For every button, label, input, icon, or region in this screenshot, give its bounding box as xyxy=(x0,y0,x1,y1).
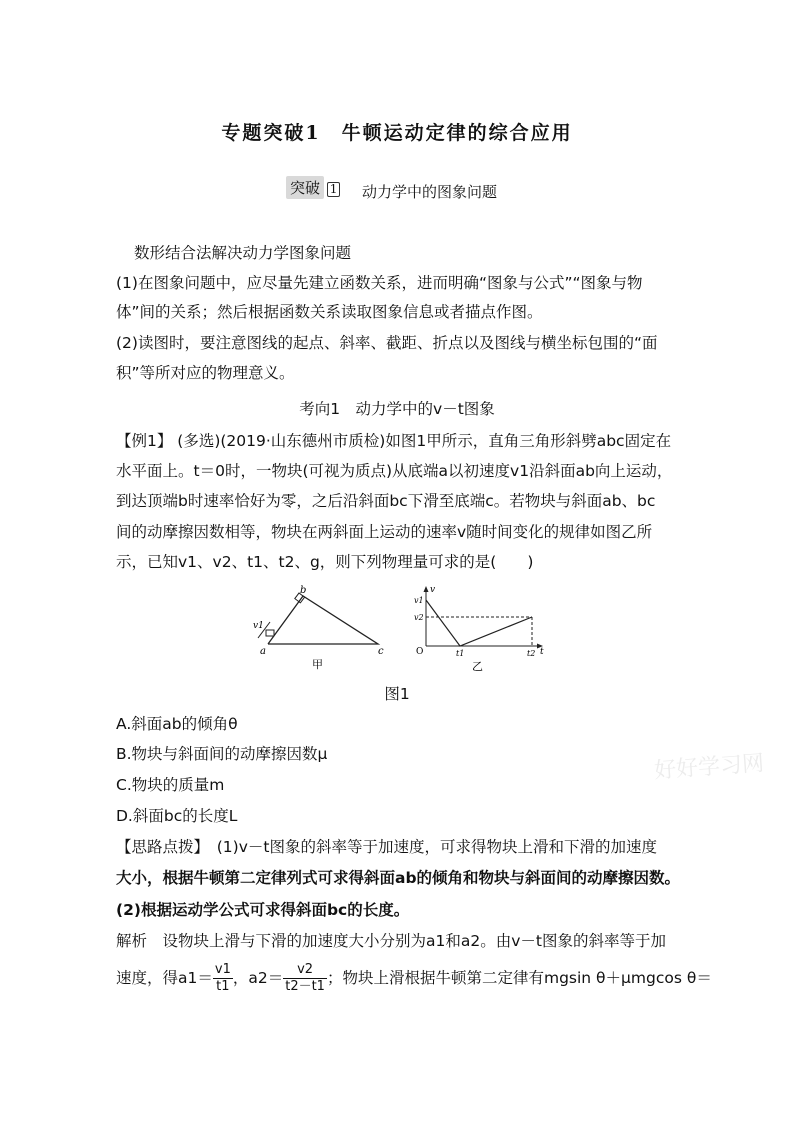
graph-label-t1: t1 xyxy=(456,649,465,658)
example-line1: 【例1】 (多选)(2019·山东德州市质检)如图1甲所示，直角三角形斜劈abc固定在 xyxy=(116,432,672,450)
tri-label-c: c xyxy=(378,646,384,657)
fraction-a2 xyxy=(283,962,327,995)
figure-triangle xyxy=(248,582,388,672)
fraction-a2-den: t2－t1 xyxy=(285,979,325,994)
graph-label-v: v xyxy=(430,585,436,595)
topic-heading: 考向1 动力学中的v－t图象 xyxy=(299,400,495,418)
section-badge xyxy=(286,176,340,199)
fraction-a1-num: v1 xyxy=(214,962,231,977)
example-line4: 间的动摩擦因数相等，物块在两斜面上运动的速率v随时间变化的规律如图乙所 xyxy=(116,523,653,541)
fraction-a1-den: t1 xyxy=(216,979,230,994)
hint-line2: 大小，根据牛顿第二定律列式可求得斜面ab的倾角和物块与斜面间的动摩擦因数。 xyxy=(116,869,681,887)
watermark: 好好学习网 xyxy=(653,751,765,784)
option-c: C.物块的质量m xyxy=(116,776,225,794)
graph-label-v1: v1 xyxy=(414,596,424,605)
analysis-prefix: 速度，得a1＝ xyxy=(116,969,213,987)
option-b: B.物块与斜面间的动摩擦因数μ xyxy=(116,745,328,763)
tri-label-b: b xyxy=(300,585,307,596)
fig-left-label: 甲 xyxy=(312,658,323,671)
figure-caption: 图1 xyxy=(384,685,410,703)
analysis-line1: 解析 设物块上滑与下滑的加速度大小分别为a1和a2。由v－t图象的斜率等于加 xyxy=(116,932,666,950)
intro-p1-line2: 体”间的关系；然后根据函数关系读取图象信息或者描点作图。 xyxy=(116,303,543,321)
example-line5: 示，已知v1、v2、t1、t2、g，则下列物理量可求的是( ) xyxy=(116,553,534,571)
example-line3: 到达顶端b时速率恰好为零，之后沿斜面bc下滑至底端c。若物块与斜面ab、bc xyxy=(116,492,656,510)
badge-label: 突破 xyxy=(286,176,324,199)
option-a: A.斜面ab的倾角θ xyxy=(116,715,238,733)
analysis-suffix: ；物块上滑根据牛顿第二定律有mgsin θ＋μmgcos θ＝ xyxy=(326,969,712,987)
analysis-mid: ，a2＝ xyxy=(232,969,284,987)
option-d: D.斜面bc的长度L xyxy=(116,807,238,825)
intro-p2-line1: (2)读图时，要注意图线的起点、斜率、截距、折点以及图线与横坐标包围的“面 xyxy=(116,334,658,352)
intro-p1-line1: (1)在图象问题中，应尽量先建立函数关系，进而明确“图象与公式”“图象与物 xyxy=(116,274,643,292)
fraction-a1 xyxy=(213,962,233,995)
figure-vt-graph xyxy=(410,584,550,676)
hint-line1: 【思路点拨】 (1)v－t图象的斜率等于加速度，可求得物块上滑和下滑的加速度 xyxy=(116,838,657,856)
hint-line3: (2)根据运动学公式可求得斜面bc的长度。 xyxy=(116,901,410,919)
fig-right-label: 乙 xyxy=(472,660,483,673)
analysis-line2 xyxy=(116,962,712,995)
tri-label-a: a xyxy=(260,646,266,657)
section-title: 动力学中的图象问题 xyxy=(362,183,498,201)
graph-label-t: t xyxy=(540,647,544,657)
tri-label-v1: v1 xyxy=(253,621,264,631)
intro-heading: 数形结合法解决动力学图象问题 xyxy=(134,244,352,262)
example-line2: 水平面上。t＝0时，一物块(可视为质点)从底端a以初速度v1沿斜面ab向上运动， xyxy=(116,462,673,480)
graph-label-v2: v2 xyxy=(414,613,424,622)
graph-label-o: O xyxy=(416,647,424,657)
graph-label-t2: t2 xyxy=(527,649,536,658)
intro-p2-line2: 积”等所对应的物理意义。 xyxy=(116,364,295,382)
fraction-a2-num: v2 xyxy=(283,962,327,979)
page-title: 专题突破1 牛顿运动定律的综合应用 xyxy=(221,122,573,144)
badge-number: 1 xyxy=(327,182,340,197)
